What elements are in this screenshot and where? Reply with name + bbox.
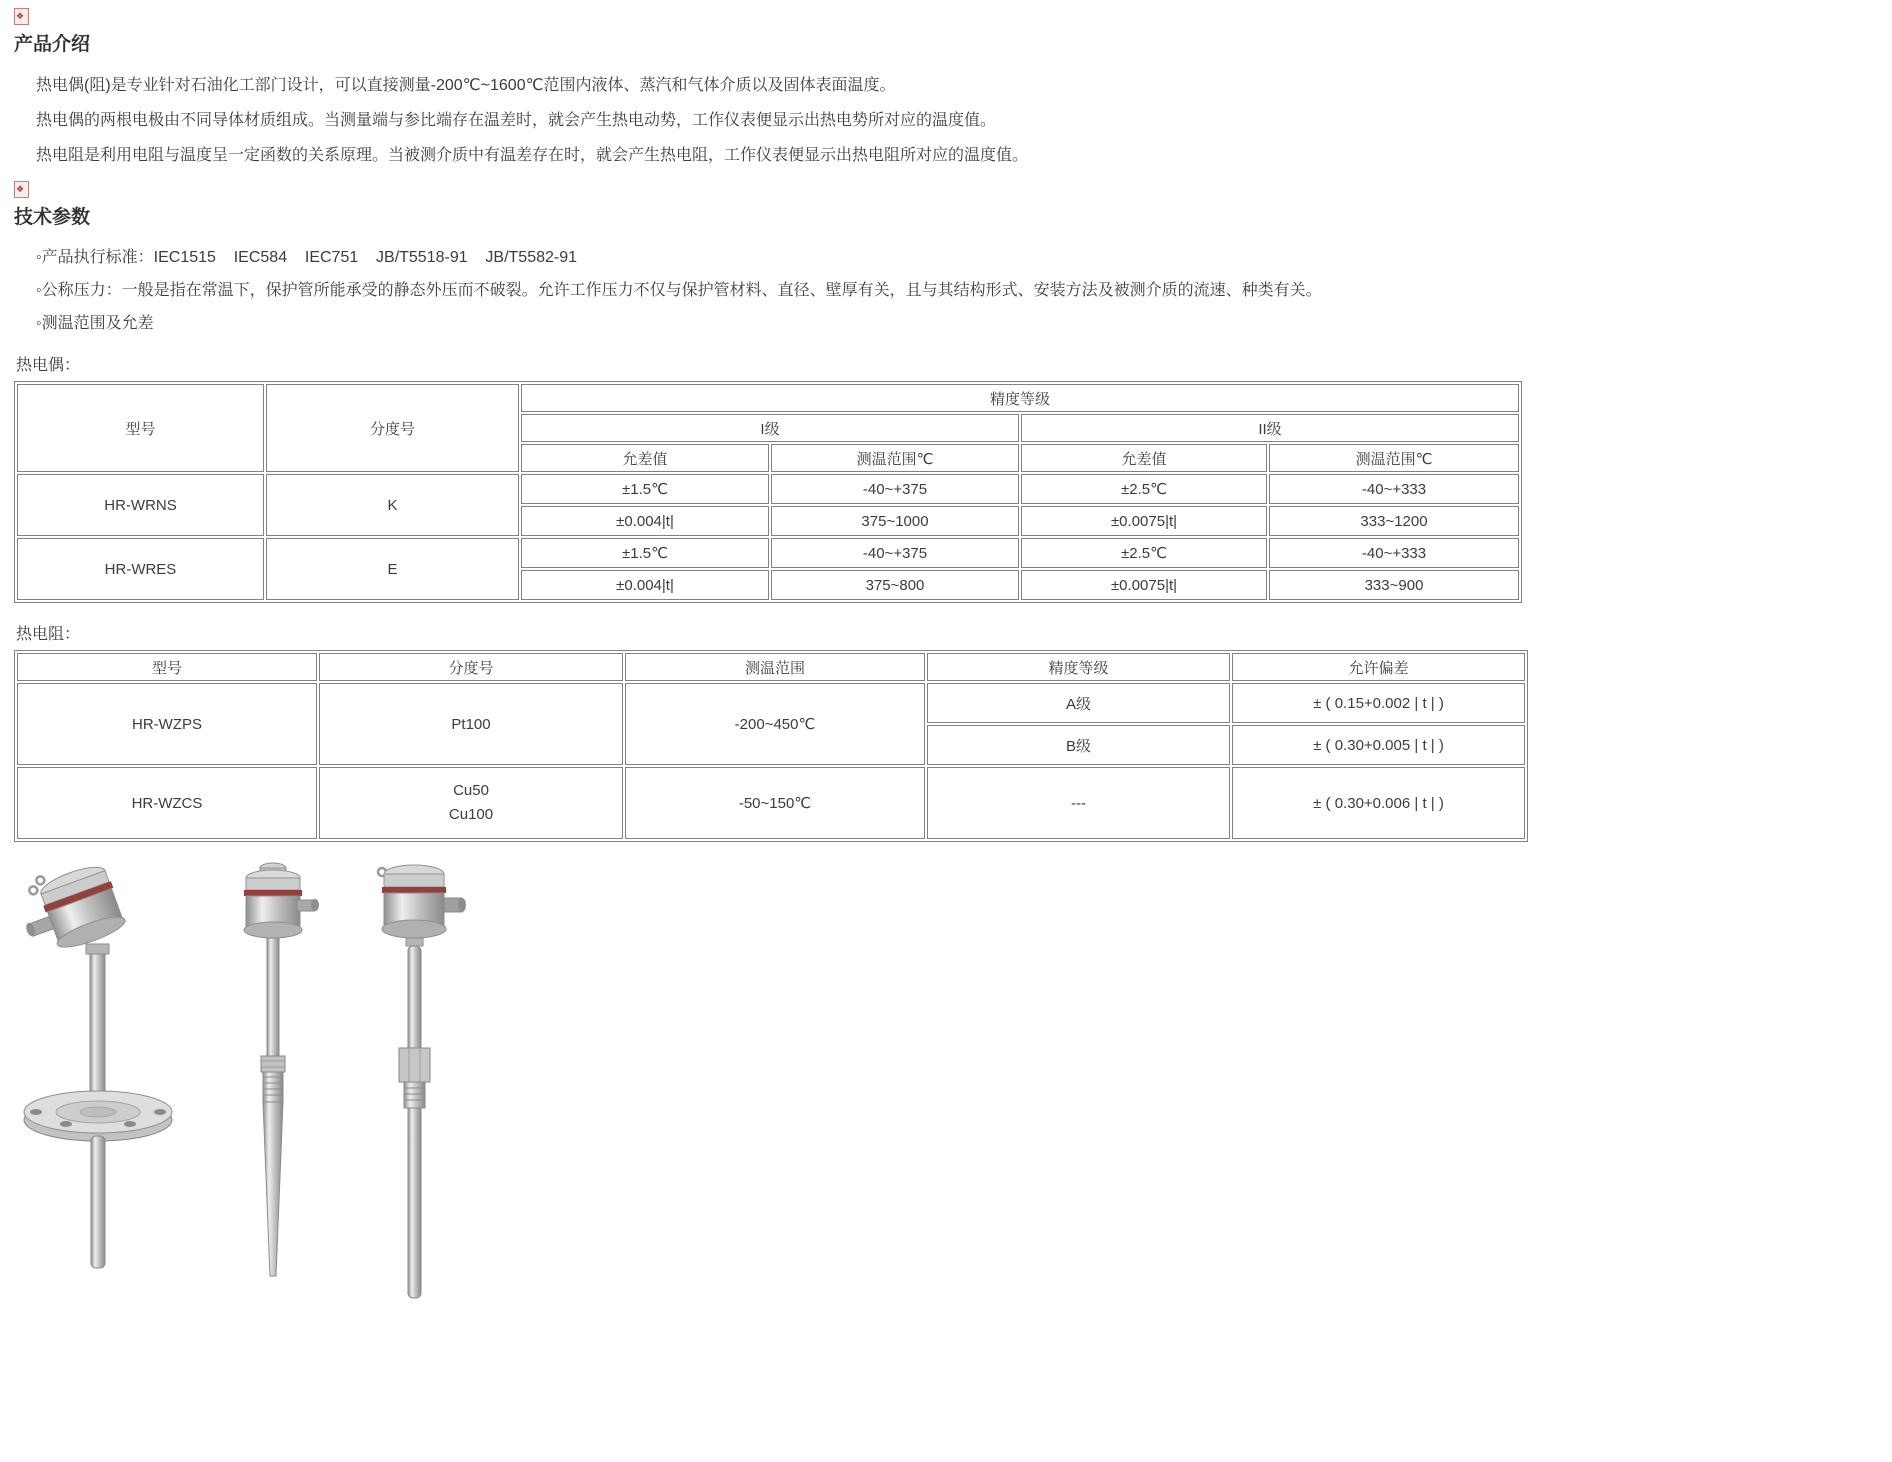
rtd-model-cell: HR-WZCS xyxy=(17,767,317,839)
rtd-deviation-cell: ± ( 0.30+0.006 | t | ) xyxy=(1232,767,1525,839)
tc-graduation-cell: K xyxy=(266,474,519,536)
tc-header-model: 型号 xyxy=(17,384,264,472)
tc-tolerance-cell: ±0.004|t| xyxy=(521,506,769,536)
tc-range-cell: 333~1200 xyxy=(1269,506,1519,536)
tc-tolerance-cell: ±1.5℃ xyxy=(521,538,769,568)
tc-tolerance-cell: ±2.5℃ xyxy=(1021,538,1267,568)
tc-header-row-1 xyxy=(17,384,1519,412)
tc-range-cell: 375~1000 xyxy=(771,506,1019,536)
rtd-model-cell: HR-WZPS xyxy=(17,683,317,765)
tc-graduation-cell: E xyxy=(266,538,519,600)
rtd-class-cell: A级 xyxy=(927,683,1230,723)
tc-model-cell: HR-WRNS xyxy=(17,474,264,536)
flanged-thermocouple-photo xyxy=(16,858,181,1273)
rtd-header-model: 型号 xyxy=(17,653,317,681)
tech-section-title: 技术参数 xyxy=(14,207,91,228)
rtd-graduation-line-1: Cu50 xyxy=(453,782,489,799)
tech-bullet-pressure: ◦公称压力：一般是指在常温下，保护管所能承受的静态外压而不破裂。允许工作压力不仅与保护管材料、直径、壁厚有关，且与其结构形式、安装方法及被测介质的流速、种类有关。 xyxy=(36,282,1322,299)
tc-range-cell: 333~900 xyxy=(1269,570,1519,600)
tc-header-tolerance-ii: 允差值 xyxy=(1021,444,1267,472)
intro-section-title: 产品介绍 xyxy=(14,34,91,55)
intro-paragraph-3: 热电阻是利用电阻与温度呈一定函数的关系原理。当被测介质中有温差存在时，就会产生热电阻，工作仪表便显示出热电阻所对应的温度值。 xyxy=(36,147,1029,164)
rtd-graduation-line-2: Cu100 xyxy=(448,806,494,823)
rtd-class-cell: --- xyxy=(927,767,1230,839)
rtd-header-range: 测温范围 xyxy=(625,653,925,681)
tc-header-graduation: 分度号 xyxy=(266,384,519,472)
rtd-range-cell: -200~450℃ xyxy=(625,683,925,765)
tc-model-cell: HR-WRES xyxy=(17,538,264,600)
table-row xyxy=(17,538,1519,568)
red-anchor-icon xyxy=(14,181,29,198)
tc-tolerance-cell: ±1.5℃ xyxy=(521,474,769,504)
tc-range-cell: -40~+375 xyxy=(771,538,1019,568)
rtd-range-cell: -50~150℃ xyxy=(625,767,925,839)
tc-header-range-i: 测温范围℃ xyxy=(771,444,1019,472)
tc-range-cell: -40~+333 xyxy=(1269,538,1519,568)
tc-header-class-ii: II级 xyxy=(1021,414,1519,442)
tc-header-class-i: I级 xyxy=(521,414,1019,442)
tc-header-range-ii: 测温范围℃ xyxy=(1269,444,1519,472)
table-row xyxy=(17,767,1525,839)
rtd-deviation-cell: ± ( 0.30+0.005 | t | ) xyxy=(1232,725,1525,765)
rtd-graduation-cell: Pt100 xyxy=(319,683,623,765)
tech-bullet-standards: ◦产品执行标准：IEC1515 IEC584 IEC751 JB/T5518-91 JB/T5582-91 xyxy=(36,249,578,266)
table-row xyxy=(17,683,1525,723)
rtd-header-accuracy: 精度等级 xyxy=(927,653,1230,681)
rtd-table xyxy=(14,650,1528,842)
straight-probe-thermocouple-photo xyxy=(366,858,471,1306)
rtd-graduation-cell xyxy=(319,767,623,839)
rtd-deviation-cell: ± ( 0.15+0.002 | t | ) xyxy=(1232,683,1525,723)
tc-tolerance-cell: ±0.0075|t| xyxy=(1021,570,1267,600)
tc-range-cell: -40~+333 xyxy=(1269,474,1519,504)
table-row xyxy=(17,474,1519,504)
rtd-header-deviation: 允许偏差 xyxy=(1232,653,1525,681)
tech-bullet-range: ◦测温范围及允差 xyxy=(36,315,154,332)
intro-paragraph-1: 热电偶(阻)是专业针对石油化工部门设计，可以直接测量-200℃~1600℃范围内液体、蒸汽和气体介质以及固体表面温度。 xyxy=(36,77,896,94)
tc-tolerance-cell: ±2.5℃ xyxy=(1021,474,1267,504)
tapered-thermowell-thermocouple-photo xyxy=(221,858,326,1283)
thermocouple-table-caption: 热电偶： xyxy=(16,357,81,374)
red-anchor-icon xyxy=(14,8,29,25)
intro-paragraph-2: 热电偶的两根电极由不同导体材质组成。当测量端与参比端存在温差时，就会产生热电动势，工作仪表便显示出热电势所对应的温度值。 xyxy=(36,112,997,129)
tc-tolerance-cell: ±0.004|t| xyxy=(521,570,769,600)
thermocouple-table xyxy=(14,381,1522,603)
tc-range-cell: -40~+375 xyxy=(771,474,1019,504)
tc-tolerance-cell: ±0.0075|t| xyxy=(1021,506,1267,536)
rtd-class-cell: B级 xyxy=(927,725,1230,765)
tc-header-tolerance-i: 允差值 xyxy=(521,444,769,472)
rtd-table-caption: 热电阻： xyxy=(16,626,81,643)
rtd-header-row xyxy=(17,653,1525,681)
tc-header-accuracy: 精度等级 xyxy=(521,384,1519,412)
tc-range-cell: 375~800 xyxy=(771,570,1019,600)
rtd-header-graduation: 分度号 xyxy=(319,653,623,681)
product-photos-row xyxy=(16,858,1878,1306)
